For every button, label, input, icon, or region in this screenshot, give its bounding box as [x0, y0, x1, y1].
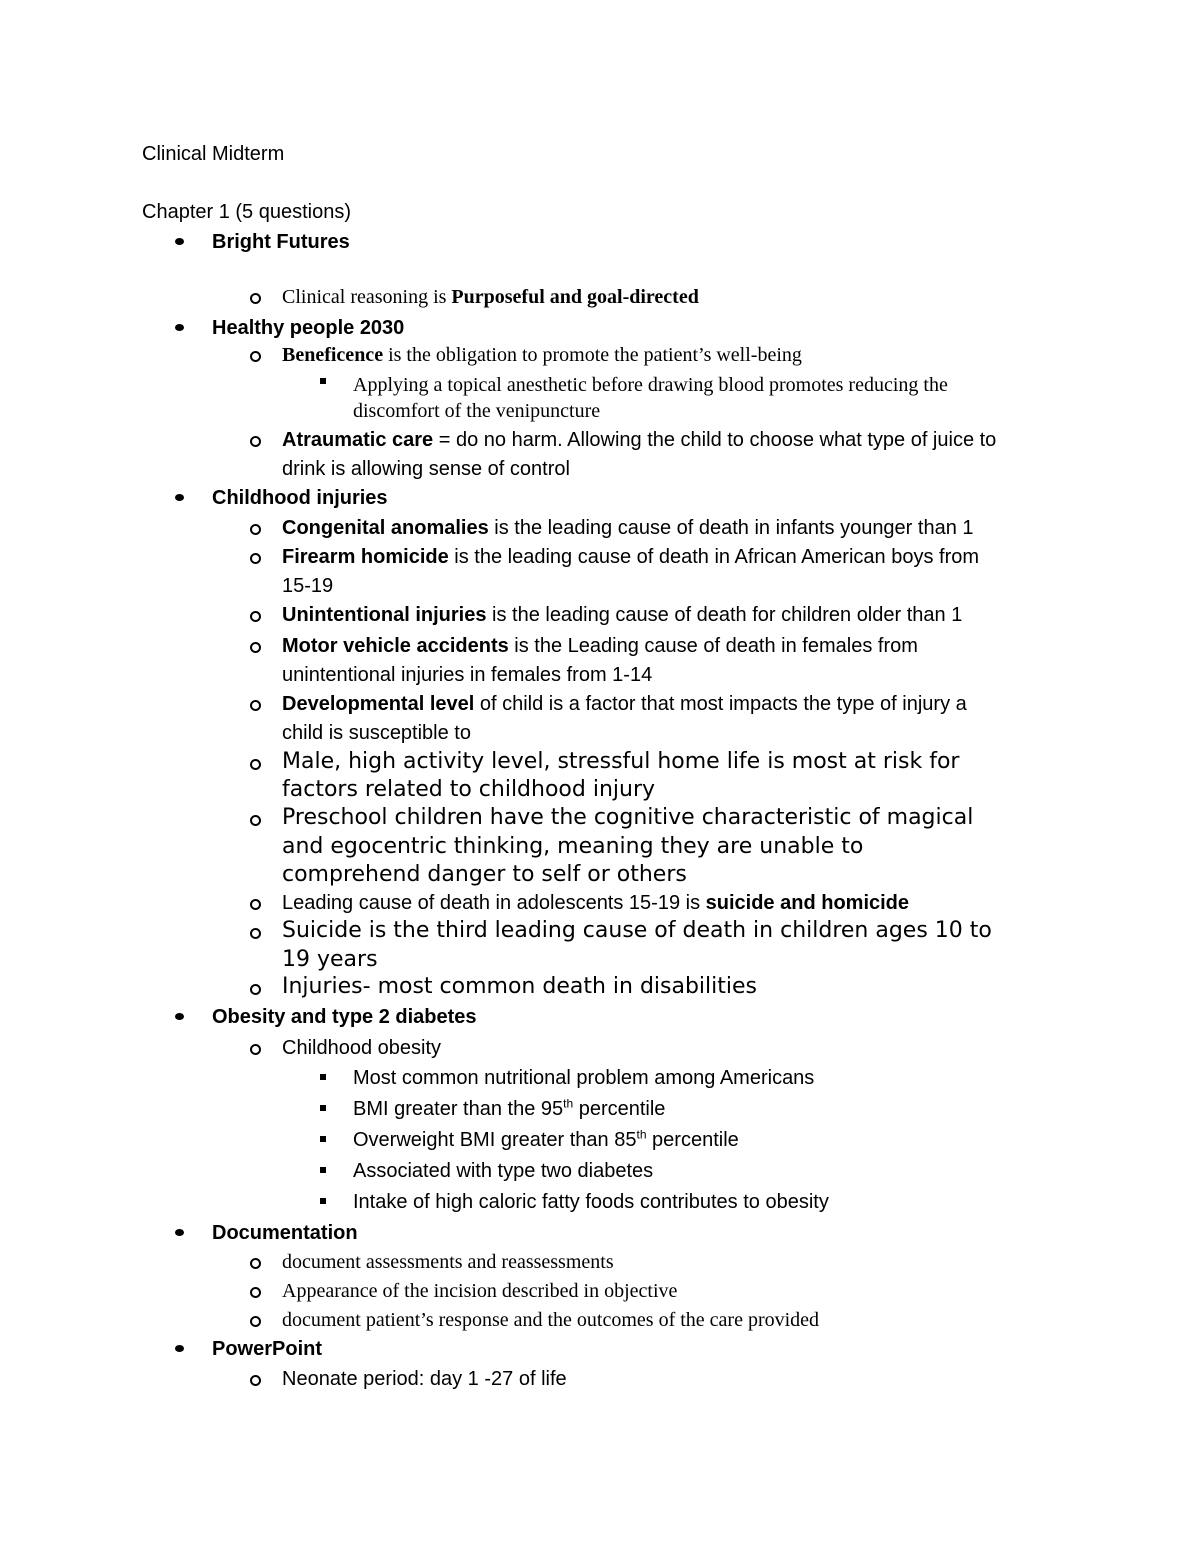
bullet-dot-icon: [175, 1229, 184, 1236]
bullet-circle-icon: [250, 1044, 261, 1055]
bullet-circle-icon: [250, 642, 261, 653]
bullet-circle-icon: [250, 293, 261, 304]
list-item-continuation: child is susceptible to: [282, 722, 471, 744]
list-item: Leading cause of death in adolescents 15-19 is suicide and homicide: [282, 892, 910, 914]
list-item-continuation: drink is allowing sense of control: [282, 458, 570, 480]
list-item: document assessments and reassessments: [282, 1251, 614, 1273]
list-item-continuation: unintentional injuries in females from 1-14: [282, 664, 653, 686]
list-item: Injuries- most common death in disabilities: [282, 974, 758, 999]
bullet-dot-icon: [175, 1013, 184, 1020]
list-item: Overweight BMI greater than 85th percentile: [353, 1127, 739, 1151]
list-item-continuation: factors related to childhood injury: [282, 777, 656, 802]
list-item: Suicide is the third leading cause of death in children ages 10 to: [282, 918, 992, 943]
bullet-circle-icon: [250, 1287, 261, 1298]
bullet-square-icon: [320, 1198, 326, 1204]
list-item: Motor vehicle accidents is the Leading cause of death in females from: [282, 635, 918, 657]
list-item-continuation: comprehend danger to self or others: [282, 862, 687, 887]
list-item-continuation: 19 years: [282, 947, 378, 972]
bullet-circle-icon: [250, 928, 261, 939]
bullet-square-icon: [320, 1136, 326, 1142]
list-item: BMI greater than the 95th percentile: [353, 1096, 666, 1120]
list-item: Neonate period: day 1 -27 of life: [282, 1368, 567, 1390]
list-item: Healthy people 2030: [212, 317, 405, 339]
list-item: PowerPoint: [212, 1338, 323, 1360]
list-item: Male, high activity level, stressful home life is most at risk for: [282, 749, 960, 774]
bullet-circle-icon: [250, 553, 261, 564]
chapter-heading: Chapter 1 (5 questions): [142, 201, 352, 223]
list-item: Childhood injuries: [212, 487, 388, 509]
bullet-circle-icon: [250, 436, 261, 447]
bullet-square-icon: [320, 1074, 326, 1080]
bullet-circle-icon: [250, 611, 261, 622]
document-title: Clinical Midterm: [142, 143, 285, 165]
bullet-square-icon: [320, 378, 326, 384]
list-item: Bright Futures: [212, 231, 350, 253]
list-item: Childhood obesity: [282, 1037, 441, 1059]
bullet-dot-icon: [175, 494, 184, 501]
list-item: Preschool children have the cognitive characteristic of magical: [282, 805, 974, 830]
list-item: Most common nutritional problem among Americans: [353, 1067, 815, 1089]
bullet-square-icon: [320, 1167, 326, 1173]
list-item: Associated with type two diabetes: [353, 1160, 654, 1182]
list-item: Documentation: [212, 1222, 358, 1244]
list-item: Developmental level of child is a factor that most impacts the type of injury a: [282, 693, 967, 715]
bullet-circle-icon: [250, 700, 261, 711]
bullet-circle-icon: [250, 351, 261, 362]
list-item: Intake of high caloric fatty foods contributes to obesity: [353, 1191, 829, 1213]
bullet-dot-icon: [175, 238, 184, 245]
bullet-dot-icon: [175, 324, 184, 331]
list-item: Appearance of the incision described in objective: [282, 1280, 678, 1302]
list-item-continuation: 15-19: [282, 575, 334, 597]
list-item-continuation: and egocentric thinking, meaning they are unable to: [282, 834, 864, 859]
bullet-circle-icon: [250, 984, 261, 995]
bullet-dot-icon: [175, 1345, 184, 1352]
bullet-circle-icon: [250, 1375, 261, 1386]
list-item: Applying a topical anesthetic before drawing blood promotes reducing the: [353, 374, 948, 396]
list-item: Atraumatic care = do no harm. Allowing the child to choose what type of juice to: [282, 429, 997, 451]
bullet-circle-icon: [250, 899, 261, 910]
bullet-circle-icon: [250, 815, 261, 826]
list-item-continuation: discomfort of the venipuncture: [353, 400, 601, 422]
list-item: Firearm homicide is the leading cause of death in African American boys from: [282, 546, 980, 568]
bullet-circle-icon: [250, 1258, 261, 1269]
bullet-circle-icon: [250, 759, 261, 770]
list-item: Clinical reasoning is Purposeful and goal-directed: [282, 286, 699, 308]
bullet-circle-icon: [250, 1316, 261, 1327]
bullet-square-icon: [320, 1105, 326, 1111]
list-item: Beneficence is the obligation to promote the patient’s well-being: [282, 344, 802, 366]
list-item: document patient’s response and the outcomes of the care provided: [282, 1309, 820, 1331]
bullet-circle-icon: [250, 524, 261, 535]
list-item: Congenital anomalies is the leading cause of death in infants younger than 1: [282, 517, 974, 539]
list-item: Unintentional injuries is the leading cause of death for children older than 1: [282, 604, 963, 626]
list-item: Obesity and type 2 diabetes: [212, 1006, 477, 1028]
